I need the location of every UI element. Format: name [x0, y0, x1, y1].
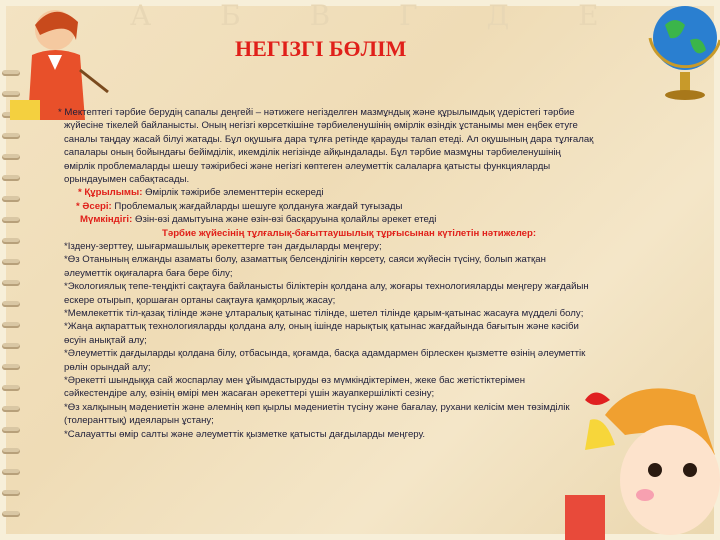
- binder-ring: [2, 196, 20, 202]
- result-line: [64, 307, 583, 320]
- intro-line: [64, 133, 593, 146]
- intro-line: [64, 173, 189, 186]
- slide-title: НЕГІЗГІ БӨЛІМ: [235, 36, 407, 61]
- binder-ring: [2, 385, 20, 391]
- intro-line: [64, 146, 561, 159]
- result-line: [64, 414, 214, 427]
- result-text: (толеранттық) идеяларын ұстану;: [64, 415, 214, 427]
- notebook-binder-rings: [0, 70, 22, 530]
- binder-ring: [2, 280, 20, 286]
- faint-alphabet-decoration: А Б В Г Д Е: [130, 0, 629, 32]
- binder-ring: [2, 217, 20, 223]
- result-line: [64, 374, 525, 387]
- result-text: ескере отырып, қоршаған ортаны сақтауға қамқорлық жасау;: [64, 294, 336, 306]
- binder-ring: [2, 238, 20, 244]
- feature-text: Проблемалық жағдайларды шешуге қолдануға жағдай туғызады: [111, 200, 403, 212]
- results-heading-line: [162, 227, 536, 240]
- result-text: *Салауатты өмір салты және әлеуметтік қызметке қатысты дағдыларды меңгеру.: [64, 428, 426, 440]
- binder-ring: [2, 448, 20, 454]
- result-text: *Экологиялық тепе-теңдікті сақтауға байланысты біліктерін қолдана алу, жоғары технологияларды меңгеру жағдайын: [64, 281, 589, 293]
- binder-ring: [2, 322, 20, 328]
- result-line: [64, 387, 434, 400]
- binder-ring: [2, 133, 20, 139]
- child-with-bell-illustration: [565, 375, 720, 540]
- intro-text: * Мектептегі тәрбие берудің сапалы деңгейі – нәтижеге негізделген мазмұндық және құрылымдық үдерістегі тәрбие: [58, 107, 575, 118]
- result-line: [64, 240, 382, 253]
- result-text: *Мемлекеттік тіл-қазақ тілінде және ұлтаралық қатынас тілінде, шетел тілінде қарым-қатынас жасауға мүдделі болу;: [64, 308, 584, 319]
- intro-text: өмірлік проблемаларды шешу тәжірибесі және негізгі көптеген әлеуметтік салаларға қатысты функцияларды: [64, 160, 551, 172]
- result-line: [64, 361, 151, 374]
- result-line: [64, 334, 147, 347]
- feature-label: Мүмкіндігі:: [80, 214, 133, 226]
- result-line: [64, 428, 425, 441]
- results-heading: Тәрбие жүйесінің тұлғалық-бағыттаушылық тұрғысынан күтілетін нәтижелер:: [162, 227, 537, 239]
- binder-ring: [2, 154, 20, 160]
- feature-text: Өзін-өзі дамытуына және өзін-өзі басқаруына қолайлы әрекет етеді: [132, 214, 437, 226]
- feature-line: [76, 200, 402, 213]
- intro-text: саналы таңдау жасай білуі жатады. Бұл оқушыға дара тұлға ретінде қарауды талап етеді. Ал оқушының дара тұлғалақ: [64, 133, 594, 145]
- feature-line: [80, 213, 436, 226]
- intro-line: [64, 119, 578, 132]
- result-line: [64, 280, 589, 293]
- result-text: *Өз Отанының елжанды азаматы болу, азаматтық белсенділігін көрсету, саяси жүйесін түсіну, болып жатқан: [64, 254, 546, 266]
- binder-ring: [2, 259, 20, 265]
- feature-bullet: *: [76, 200, 80, 212]
- result-text: өсуін анықтай алу;: [64, 334, 147, 346]
- result-text: *Әлеуметтік дағдыларды қолдана білу, отбасында, қоғамда, басқа адамдармен бірлескен қызметте өзінің әлеуметтік: [64, 348, 586, 360]
- binder-ring: [2, 364, 20, 370]
- feature-text: Өмірлік тәжірибе элементтерін ескереді: [142, 187, 324, 199]
- binder-ring: [2, 427, 20, 433]
- result-text: рөлін орындай алу;: [64, 361, 151, 373]
- result-line: [64, 267, 233, 280]
- intro-line: [64, 160, 550, 173]
- feature-line: [78, 186, 324, 199]
- binder-ring: [2, 490, 20, 496]
- feature-bullet: *: [78, 187, 82, 199]
- result-text: *Өз халқының мәдениетін және әлемнің көп қырлы мәдениетін түсіну және бағалау, рухани келісім мен төзімділік: [64, 401, 570, 413]
- result-text: *Әрекетті шындыққа сай жоспарлау мен ұйымдастыруды өз мүмкіндіктерімен, жеке бас жетістіктерімен: [64, 375, 526, 386]
- intro-text: орындауымен сабақтасады.: [64, 174, 190, 185]
- binder-ring: [2, 511, 20, 517]
- feature-label: Құрылымы:: [81, 187, 143, 199]
- binder-ring: [2, 406, 20, 412]
- result-line: [64, 253, 546, 266]
- result-line: [64, 347, 585, 360]
- binder-ring: [2, 301, 20, 307]
- binder-ring: [2, 175, 20, 181]
- binder-ring: [2, 469, 20, 475]
- binder-ring: [2, 343, 20, 349]
- result-text: әлеуметтік оқиғаларға баға бере білу;: [64, 267, 233, 279]
- teacher-illustration: [10, 0, 110, 120]
- result-line: [64, 294, 335, 307]
- result-text: сәйкестендіре алу, өзінің өмірі мен жасаған әрекеттері үшін жауапкершілікті сезіну;: [64, 388, 435, 400]
- intro-text: сапалары оның бойындағы бейімділік, икемділік негізінде айқындалады. Бұл тәрбие мазмұны тәрбиеленушінің: [64, 147, 561, 159]
- intro-text: жүйесіне тікелей байланысты. Оның негізгі көрсеткішіне тәрбиеленушінің өмірлік өзіндік ұстанымы мен еңбек етуге: [64, 120, 578, 132]
- result-text: *Іздену-зерттеу, шығармашылық әрекеттерге тән дағдыларды меңгеру;: [64, 241, 382, 252]
- feature-label: Әсері:: [79, 200, 112, 212]
- globe-illustration: [640, 0, 720, 100]
- result-line: [64, 401, 570, 414]
- intro-line: [58, 106, 575, 119]
- result-line: [64, 320, 579, 333]
- result-text: *Жаңа ақпараттық технологияларды қолдана алу, оның ішінде нарықтық қатынас жағдайында бағытын және кәсіби: [64, 321, 579, 333]
